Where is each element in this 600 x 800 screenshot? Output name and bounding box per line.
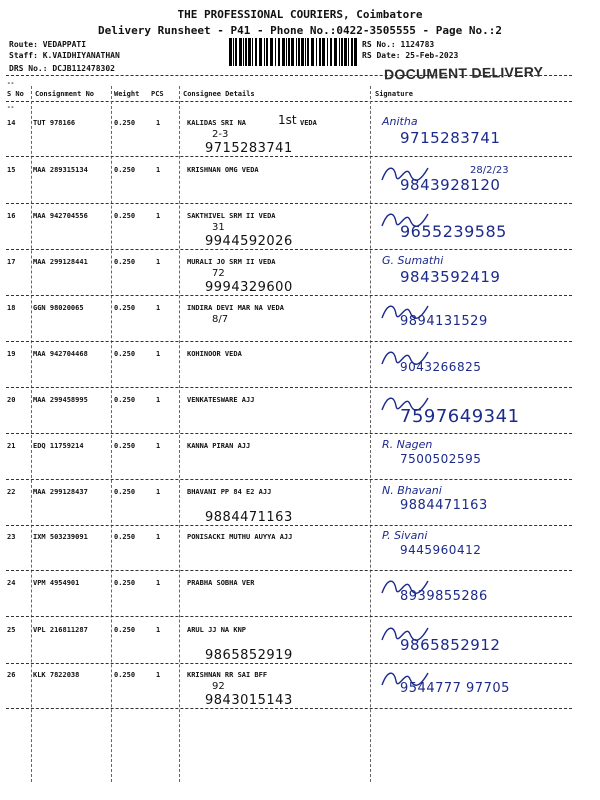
row-weight: 0.250: [114, 533, 136, 541]
row-sno: 14: [7, 119, 16, 127]
row-sno: 17: [7, 258, 16, 266]
handwritten-house-no: 31: [212, 222, 225, 233]
row-weight: 0.250: [114, 442, 136, 450]
row-consignee: VENKATESWARE AJJ: [187, 396, 255, 404]
signature-phone: 8939855286: [400, 589, 488, 604]
row-weight: 0.250: [114, 579, 136, 587]
company-title: THE PROFESSIONAL COURIERS, Coimbatore: [177, 8, 423, 21]
row-weight: 0.250: [114, 258, 136, 266]
row-pcs: 1: [156, 442, 161, 450]
row-consignment-no: IXM 503239091: [33, 533, 88, 541]
signature-name: Anitha: [382, 115, 418, 128]
row-divider: [6, 479, 572, 480]
rs-date: RS Date: 25-Feb-2023: [362, 51, 459, 60]
barcode-bar: [239, 38, 242, 66]
row-consignee: KRISHNAN RR SAI BFF: [187, 671, 268, 679]
barcode-bar: [252, 38, 253, 66]
row-weight: 0.250: [114, 626, 136, 634]
signature-phone: 9655239585: [400, 222, 507, 241]
col-header-consignment: Consignment No: [35, 90, 95, 98]
row-consignment-no: MAA 299128441: [33, 258, 88, 266]
row-divider: [6, 156, 572, 157]
barcode-bar: [255, 38, 257, 66]
barcode-bar: [351, 38, 353, 66]
col-header-weight: Weight: [114, 90, 140, 98]
barcode-bar: [348, 38, 349, 66]
barcode-bar: [344, 38, 347, 66]
dash-marker: --: [7, 104, 15, 111]
row-consignee-extra: VEDA: [300, 119, 317, 127]
handwritten-house-no: 72: [212, 268, 225, 279]
row-consignment-no: VPL 216811287: [33, 626, 88, 634]
handwritten-phone: 9884471163: [205, 510, 293, 525]
row-pcs: 1: [156, 212, 161, 220]
row-consignee: ARUL JJ NA KNP: [187, 626, 247, 634]
row-sno: 15: [7, 166, 16, 174]
col-header-sno: S No: [7, 90, 24, 98]
barcode-bar: [264, 38, 265, 66]
drs-number: DRS No.: DCJB112478302: [9, 64, 115, 73]
barcode-bar: [301, 38, 304, 66]
barcode-bar: [286, 38, 287, 66]
barcode-bar: [341, 38, 343, 66]
col-header-signature: Signature: [375, 90, 413, 98]
divider: [6, 75, 572, 76]
barcode-bar: [248, 38, 251, 66]
column-divider: [111, 86, 112, 782]
row-pcs: 1: [156, 671, 161, 679]
barcode-bar: [229, 38, 232, 66]
barcode-bar: [339, 38, 340, 66]
signature-phone: 9865852912: [400, 636, 501, 654]
barcode-bar: [305, 38, 306, 66]
row-consignee: KRISHNAN OMG VEDA: [187, 166, 259, 174]
handwritten-note: 1st: [278, 113, 297, 127]
barcode-bar: [296, 38, 297, 66]
row-consignee: KOHINOOR VEDA: [187, 350, 242, 358]
row-consignment-no: VPM 4954901: [33, 579, 80, 587]
row-consignment-no: MAA 942704556: [33, 212, 88, 220]
row-weight: 0.250: [114, 350, 136, 358]
signature-phone: 9884471163: [400, 498, 488, 513]
row-divider: [6, 341, 572, 342]
barcode-bar: [275, 38, 276, 66]
row-sno: 25: [7, 626, 16, 634]
handwritten-phone: 9944592026: [205, 234, 293, 249]
row-weight: 0.250: [114, 396, 136, 404]
row-consignment-no: GGN 98020065: [33, 304, 84, 312]
row-weight: 0.250: [114, 166, 136, 174]
barcode-bar: [307, 38, 309, 66]
signature-name: N. Bhavani: [382, 484, 442, 497]
row-consignee: BHAVANI PP 84 E2 AJJ: [187, 488, 272, 496]
row-sno: 18: [7, 304, 16, 312]
barcode-bar: [311, 38, 314, 66]
barcode-bar: [319, 38, 321, 66]
signature-phone: 9544777 97705: [400, 681, 510, 696]
handwritten-house-no: 2-3: [212, 129, 229, 140]
row-consignee: PONISACKI MUTHU AUYYA AJJ: [187, 533, 293, 541]
row-pcs: 1: [156, 579, 161, 587]
barcode-bar: [245, 38, 247, 66]
row-divider: [6, 295, 572, 296]
barcode-bar: [298, 38, 300, 66]
row-pcs: 1: [156, 304, 161, 312]
row-sno: 21: [7, 442, 16, 450]
row-pcs: 1: [156, 258, 161, 266]
row-consignment-no: MAA 942704468: [33, 350, 88, 358]
signature-phone: 9894131529: [400, 314, 488, 329]
barcode-bar: [334, 38, 337, 66]
row-divider: [6, 708, 572, 709]
barcode-bar: [235, 38, 237, 66]
row-pcs: 1: [156, 119, 161, 127]
row-divider: [6, 616, 572, 617]
row-sno: 16: [7, 212, 16, 220]
row-consignment-no: EDQ 11759214: [33, 442, 84, 450]
barcode-bar: [266, 38, 268, 66]
barcode-bar: [233, 38, 234, 66]
row-sno: 20: [7, 396, 16, 404]
document-delivery-stamp: DOCUMENT DELIVERY: [383, 63, 544, 83]
row-consignee: SAKTHIVEL SRM II VEDA: [187, 212, 276, 220]
col-header-consignee: Consignee Details: [183, 90, 255, 98]
row-weight: 0.250: [114, 488, 136, 496]
row-consignee: INDIRA DEVI MAR NA VEDA: [187, 304, 284, 312]
row-sno: 26: [7, 671, 16, 679]
row-sno: 19: [7, 350, 16, 358]
row-weight: 0.250: [114, 119, 136, 127]
handwritten-phone: 9994329600: [205, 280, 293, 295]
barcode-bar: [243, 38, 244, 66]
row-pcs: 1: [156, 488, 161, 496]
row-divider: [6, 570, 572, 571]
handwritten-house-no: 8/7: [212, 314, 229, 325]
signature-phone: 7500502595: [400, 452, 482, 466]
barcode-bar: [316, 38, 317, 66]
column-divider: [179, 86, 180, 782]
row-pcs: 1: [156, 533, 161, 541]
row-consignment-no: KLK 7822038: [33, 671, 80, 679]
row-consignee: KALIDAS SRI NA: [187, 119, 247, 127]
barcode-bar: [288, 38, 290, 66]
barcode-icon: [229, 38, 357, 66]
row-divider: [6, 525, 572, 526]
column-divider: [31, 86, 32, 782]
divider: [6, 101, 572, 102]
barcode-bar: [354, 38, 357, 66]
barcode-bar: [278, 38, 280, 66]
row-divider: [6, 387, 572, 388]
row-pcs: 1: [156, 350, 161, 358]
row-consignment-no: TUT 978166: [33, 119, 76, 127]
row-pcs: 1: [156, 396, 161, 404]
row-consignment-no: MAA 289315134: [33, 166, 88, 174]
signature-phone: 9715283741: [400, 129, 501, 147]
row-divider: [6, 663, 572, 664]
barcode-bar: [282, 38, 285, 66]
handwritten-house-no: 92: [212, 681, 225, 692]
signature-phone: 7597649341: [400, 406, 520, 427]
barcode-bar: [259, 38, 262, 66]
handwritten-phone: 9715283741: [205, 141, 293, 156]
handwritten-phone: 9865852919: [205, 648, 293, 663]
row-pcs: 1: [156, 626, 161, 634]
signature-date: 28/2/23: [470, 165, 509, 176]
col-header-pcs: PCS: [151, 90, 164, 98]
route-label: Route: VEDAPPATI: [9, 40, 87, 49]
signature-name: G. Sumathi: [382, 254, 444, 267]
dash-marker: --: [7, 80, 15, 87]
row-divider: [6, 203, 572, 204]
barcode-bar: [270, 38, 273, 66]
signature-phone: 9843928120: [400, 176, 501, 194]
column-divider: [370, 86, 371, 782]
barcode-bar: [327, 38, 328, 66]
signature-name: P. Sivani: [382, 529, 428, 542]
signature-phone: 9843592419: [400, 268, 501, 286]
row-weight: 0.250: [114, 304, 136, 312]
row-consignment-no: MAA 299128437: [33, 488, 88, 496]
row-consignee: PRABHA SOBHA VER: [187, 579, 255, 587]
barcode-bar: [330, 38, 332, 66]
barcode-bar: [291, 38, 294, 66]
row-pcs: 1: [156, 166, 161, 174]
row-weight: 0.250: [114, 212, 136, 220]
rs-number: RS No.: 1124783: [362, 40, 435, 49]
signature-name: R. Nagen: [382, 438, 433, 451]
barcode-bar: [322, 38, 325, 66]
staff-label: Staff: K.VAIDHIYANATHAN: [9, 51, 120, 60]
row-divider: [6, 249, 572, 250]
runsheet-subtitle: Delivery Runsheet - P41 - Phone No.:0422-3505555 - Page No.:2: [98, 24, 502, 37]
row-consignee: KANNA PIRAN AJJ: [187, 442, 251, 450]
row-sno: 24: [7, 579, 16, 587]
handwritten-phone: 9843015143: [205, 693, 293, 708]
row-sno: 23: [7, 533, 16, 541]
row-weight: 0.250: [114, 671, 136, 679]
signature-phone: 9445960412: [400, 543, 482, 557]
row-sno: 22: [7, 488, 16, 496]
row-consignee: MURALI JO SRM II VEDA: [187, 258, 276, 266]
row-divider: [6, 433, 572, 434]
row-consignment-no: MAA 299458995: [33, 396, 88, 404]
signature-phone: 9043266825: [400, 360, 482, 374]
